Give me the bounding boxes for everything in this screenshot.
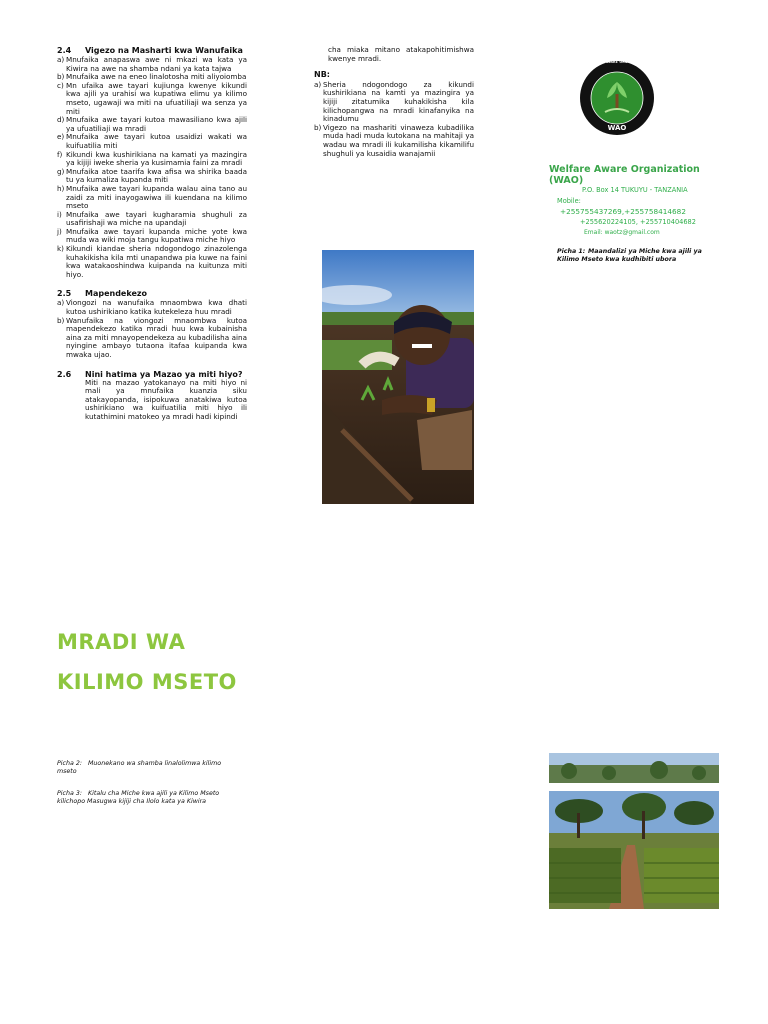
item-marker: i): [57, 209, 62, 219]
item-text: Kikundi kwa kushirikiana na kamati ya mazingira ya kijiji iweke sheria ya kusimamia faini za mradi: [66, 149, 247, 168]
item-marker: d): [57, 115, 65, 125]
nursery-worker-photo: [322, 250, 474, 504]
list-item: [57, 228, 247, 245]
recommendations-list: [57, 299, 247, 359]
item-text: Mnufaika awe na eneo linalotosha miti aliyoiomba: [66, 72, 247, 82]
list-item: [57, 116, 247, 133]
criteria-list: [57, 56, 247, 279]
caption-label: Picha 1:: [557, 248, 586, 255]
item-text: Mn ufaika awe tayari kujiunga kwenye kikundi kwa ajili ya urahisi wa kupatiwa elimu ya kilimo mseto, ugawaji wa miti na ufuatiliaji wa senza ya miti: [66, 80, 247, 116]
item-marker: a): [57, 298, 65, 308]
item-marker: f): [57, 149, 63, 159]
middle-column: [314, 46, 474, 158]
item-text: Vigezo na mashariti vinaweza kubadilika muda hadi muda kutokana na mahitaji ya wadau wa mradi ili kukamilisha kikamilifu shughuli ya kusaidia wanajamii: [323, 122, 474, 158]
item-marker: h): [57, 183, 65, 193]
caption-label: Picha 3:: [57, 790, 82, 797]
caption-2: [57, 760, 233, 775]
item-text: Mnufaika awe tayari kutoa mawasiliano kwa ajili ya ufuatiliaji wa mradi: [66, 115, 247, 133]
logo-text-top: WELFARE AWARE ORGANIZATION: [584, 60, 650, 64]
list-item: [57, 56, 247, 73]
item-text: Mnufaika awe tayari kupanda miche yote kwa muda wa wiki moja tangu kupatiwa miche hiyo: [66, 226, 247, 245]
nb-heading: NB:: [314, 70, 330, 80]
item-marker: b): [314, 122, 322, 132]
item-marker: k): [57, 244, 64, 254]
item-marker: b): [57, 72, 65, 82]
item-marker: c): [57, 80, 64, 90]
item-text: Viongozi na wanufaika mnaombwa kwa dhati kutoa ushirikiano katika kutekeleza huu mradi: [66, 298, 247, 317]
list-item: [314, 81, 474, 124]
section-number: 2.4: [57, 46, 72, 55]
caption-text: Muonekano wa shamba linalolimwa kilimo mseto: [57, 760, 222, 775]
caption-label: Picha 2:: [57, 760, 82, 767]
caption-text: Kitalu cha Miche kwa ajili ya Kilimo Mseto kilichopo Masugwa kijiji cha Ilolo kata ya Kiwira: [57, 790, 220, 805]
section-title: Nini hatima ya Mazao ya miti hiyo?: [85, 369, 243, 379]
list-item: [57, 82, 247, 116]
item-text: Mnufaika awe tayari kugharamia shughuli za usafirishaji wa miche na upandaji: [66, 209, 247, 228]
section-2-4-heading: [57, 46, 247, 55]
title-line-2: KILIMO MSETO: [57, 670, 237, 694]
phone-numbers-2: +255620224105, +255710404682: [580, 218, 696, 226]
item-marker: g): [57, 166, 65, 176]
list-item: [57, 245, 247, 279]
item-text: Sheria ndogondogo za kikundi kushirikiana na kamti ya mazingira ya kijiji zitatumika kuhakikisha kila kilichopangwa na mradi kinafanyika na kinadumu: [323, 79, 474, 124]
phone-numbers-1: +255755437269,+255758414682: [560, 207, 686, 216]
tree-nursery-photo: [549, 753, 719, 909]
logo-text-bottom: WAO: [607, 124, 627, 132]
item-text: Mnufaika anapaswa awe ni mkazi wa kata ya Kiwira na awe na shamba ndani ya kata tajwa: [66, 55, 247, 73]
item-text: Kikundi kiandae sheria ndogondogo zinazolenga kuhakikisha kila mti unapandwa pia kuwe na faini kwa watakaoshindwa kuipanda na kuitunza miti hiyo.: [66, 244, 247, 279]
org-address: P.O. Box 14 TUKUYU - TANZANIA: [582, 186, 688, 194]
list-item: [314, 124, 474, 158]
caption-text: Maandalizi ya Miche kwa ajili ya Kilimo Mseto kwa kudhibiti ubora: [557, 248, 702, 263]
list-item: [57, 185, 247, 211]
section-2-5-heading: [57, 289, 247, 298]
item-text: Wanufaika na viongozi mnaombwa kutoa mapendekezo katika mradi huu kwa kubainisha aina za miti mnayopendekeza au kubadilisha aina nyingine ambayo tutaona itafaa kuipanda kwa mwaka ujao.: [66, 315, 247, 359]
section-number: 2.6: [57, 369, 72, 379]
item-marker: e): [57, 132, 65, 142]
item-text: Mnufaika awe tayari kutoa usaidizi wakati wa kuifuatilia miti: [66, 132, 247, 150]
title-line-1: MRADI WA: [57, 630, 186, 654]
list-item: [57, 168, 247, 185]
mobile-label: Mobile:: [557, 197, 581, 205]
left-column: [57, 46, 247, 422]
section-title: Vigezo na Masharti kwa Wanufaika: [85, 46, 243, 55]
org-name: Welfare Aware Organization (WAO): [549, 164, 700, 186]
item-text: Mnufaika atoe taarifa kwa afisa wa shirika baada tu ya kumaliza kupanda miti: [66, 166, 247, 185]
caption-3: [57, 790, 233, 805]
item-marker: j): [57, 226, 62, 236]
list-item: [57, 151, 247, 168]
caption-1: [557, 248, 722, 263]
email-link[interactable]: Email: waotz@gmail.com: [584, 229, 660, 236]
continued-text: cha miaka mitano atakapohitimishwa kwenye mradi.: [328, 45, 474, 63]
list-item: [57, 211, 247, 228]
section-title: Mapendekezo: [85, 289, 148, 299]
item-text: Mnufaika awe tayari kupanda walau aina tano au zaidi za miti inayogawiwa ili kuendana na kilimo mseto: [66, 183, 247, 211]
list-item: [57, 299, 247, 316]
list-item: [57, 317, 247, 360]
list-item: [57, 133, 247, 150]
item-marker: b): [57, 315, 65, 325]
item-marker: a): [57, 55, 65, 64]
nb-list: [314, 81, 474, 158]
section-number: 2.5: [57, 289, 72, 299]
section-2-6-text: Miti na mazao yatokanayo na miti hiyo ni mali ya mnufaika kuanzia siku atakayopanda, isipokuwa anatakiwa kutoa ushirikiano wa kuifuatilia miti hiyo ili kutathimini matokeo ya mradi hadi kipindi: [85, 377, 247, 421]
item-marker: a): [314, 79, 322, 89]
